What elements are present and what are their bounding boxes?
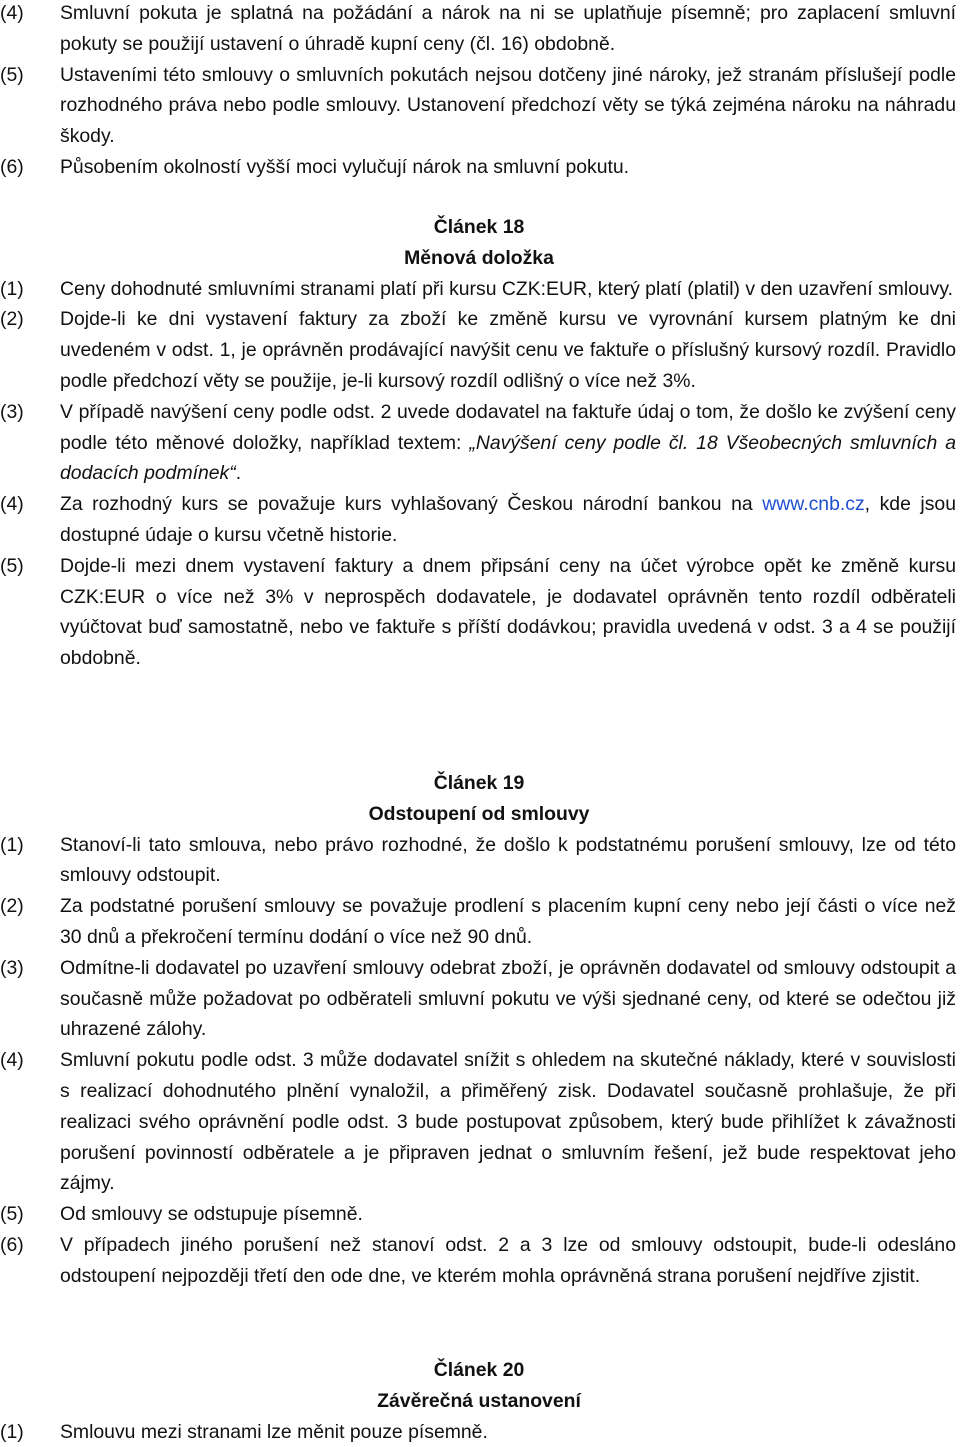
paragraph [0,489,958,551]
paragraph-text: Dojde-li mezi dnem vystavení faktury a dnem připsání ceny na účet výrobce opět ke změně kursu CZK:EUR o více než 3% v neprospěch dodavatele, je dodavatel oprávněn tento rozdíl odběrateli vyúčtovat buď samostatně, nebo ve faktuře s příští dodávkou; pravidla uvedená v odst. 3 a 4 se použijí obdobně. [60,554,956,670]
paragraph-text-part: , kde jsou dostupné údaje o kursu včetně historie. [60,493,956,546]
paragraph [0,891,958,953]
paragraph [0,274,958,305]
paragraph-text: Působením okolností vyšší moci vylučují nárok na smluvní pokutu. [60,155,630,178]
paragraph [0,1045,958,1199]
paragraph-text-part: Za rozhodný kurs se považuje kurs vyhlašovaný Českou národní bankou na [60,493,763,516]
paragraph-text: Dojde-li ke dni vystavení faktury za zboží ke změně kursu ve vyrovnání kursem platným ke dni uvedeném v odst. 1, je oprávněn prodávající navýšit cenu ve faktuře o příslušný kursový rozdíl. Pravidlo podle předchozí věty se použije, je-li kursový rozdíl odlišný o více než 3%. [60,308,956,392]
paragraph-text [60,397,956,489]
paragraph-number: (4) [0,493,24,516]
paragraph-text: Ustaveními této smlouvy o smluvních pokutách nejsou dotčeny jiné nároky, jež stranám příslušejí podle rozhodného práva nebo podle smlouvy. Ustanovení předchozí věty se týká zejména nároku na náhradu škody. [60,63,956,148]
paragraph-number: (5) [0,63,24,86]
article-title: Článek 19 [433,772,525,794]
paragraph-text: Smluvní pokuta je splatná na požádání a nárok na ni se uplatňuje písemně; pro zaplacení smluvní pokuty se použijí ustavení o úhradě kupní ceny (čl. 16) obdobně. [60,2,956,55]
paragraph-text: Odmítne-li dodavatel po uzavření smlouvy odebrat zboží, je oprávněn dodavatel od smlouvy odstoupit a současně může požadovat po odběrateli smluvní pokutu ve výši sjednané ceny, od které se odečtou již uhrazené zálohy. [60,956,956,1041]
paragraph-number: (2) [0,895,24,918]
paragraph [0,397,958,489]
paragraph-number: (1) [0,833,24,856]
paragraph [0,152,958,183]
paragraph [0,830,958,892]
paragraph-number: (1) [0,1420,24,1443]
paragraph-number: (4) [0,2,24,24]
quoted-example-text: „Navýšení ceny podle čl. 18 Všeobecných smluvních a dodacích podmínek“ [60,431,956,485]
paragraph [0,0,958,60]
paragraph [0,1417,958,1447]
cnb-link[interactable]: www.cnb.cz [762,493,865,516]
article-19 [0,768,958,1292]
paragraph-text: Za podstatné porušení smlouvy se považuje prodlení s placením kupní ceny nebo její části o více než 30 dnů a překročení termínu dodání o více než 90 dnů. [60,895,956,948]
article-18 [0,212,958,674]
paragraph [0,1230,958,1292]
article-20 [0,1355,958,1447]
paragraph-text: Stanoví-li tato smlouva, nebo právo rozhodné, že došlo k podstatnému porušení smlouvy, lze od této smlouvy odstoupit. [60,833,956,887]
paragraph-number: (5) [0,554,24,577]
paragraph [0,551,958,674]
article-title: Článek 18 [433,216,525,238]
paragraph [0,1199,958,1230]
paragraph-text: Od smlouvy se odstupuje písemně. [60,1203,363,1226]
paragraph-text: V případech jiného porušení než stanoví odst. 2 a 3 lze od smlouvy odstoupit, bude-li odesláno odstoupení nejpozději třetí den ode dne, ve kterém mohla oprávněná strana porušení nejdříve zjistit. [60,1233,956,1287]
article-subtitle: Odstoupení od smlouvy [368,802,590,825]
paragraph-text-part: . [235,462,242,485]
paragraph-number: (5) [0,1203,24,1226]
paragraph-text: Ceny dohodnuté smluvními stranami platí při kursu CZK:EUR, který platí (platil) v den uzavření smlouvy. [60,277,954,300]
paragraph-number: (4) [0,1049,24,1072]
paragraph-number: (6) [0,155,24,178]
paragraph [0,60,958,152]
paragraph-number: (6) [0,1233,24,1256]
paragraph [0,304,958,396]
paragraph-number: (1) [0,277,24,300]
article-title: Článek 20 [433,1359,525,1381]
paragraph [0,953,958,1045]
paragraph-text [60,489,956,551]
article-subtitle: Měnová doložka [404,246,554,269]
paragraph-number: (3) [0,400,24,423]
paragraph-text: Smluvní pokutu podle odst. 3 může dodavatel snížit s ohledem na skutečné náklady, které v souvislosti s realizací dohodnutého plnění vynaložil, a přiměřený zisk. Dodavatel současně prohlašuje, že při realizaci svého oprávnění podle odst. 3 bude postupovat způsobem, který bude přihlížet k závažnosti porušení povinností odběratele a je připraven jednat o smluvním řešení, jež bude respektovat jeho zájmy. [60,1049,956,1195]
paragraph-number: (3) [0,956,24,979]
paragraph-text: Smlouvu mezi stranami lze měnit pouze písemně. [60,1420,488,1443]
paragraph-number: (2) [0,308,24,331]
article-subtitle: Závěrečná ustanovení [377,1389,581,1412]
section-continuation [0,0,958,183]
paragraph-text-part: V případě navýšení ceny podle odst. 2 uvede dodavatel na faktuře údaj o tom, že došlo ke zvýšení ceny podle této měnové doložky, například textem: [60,400,956,454]
